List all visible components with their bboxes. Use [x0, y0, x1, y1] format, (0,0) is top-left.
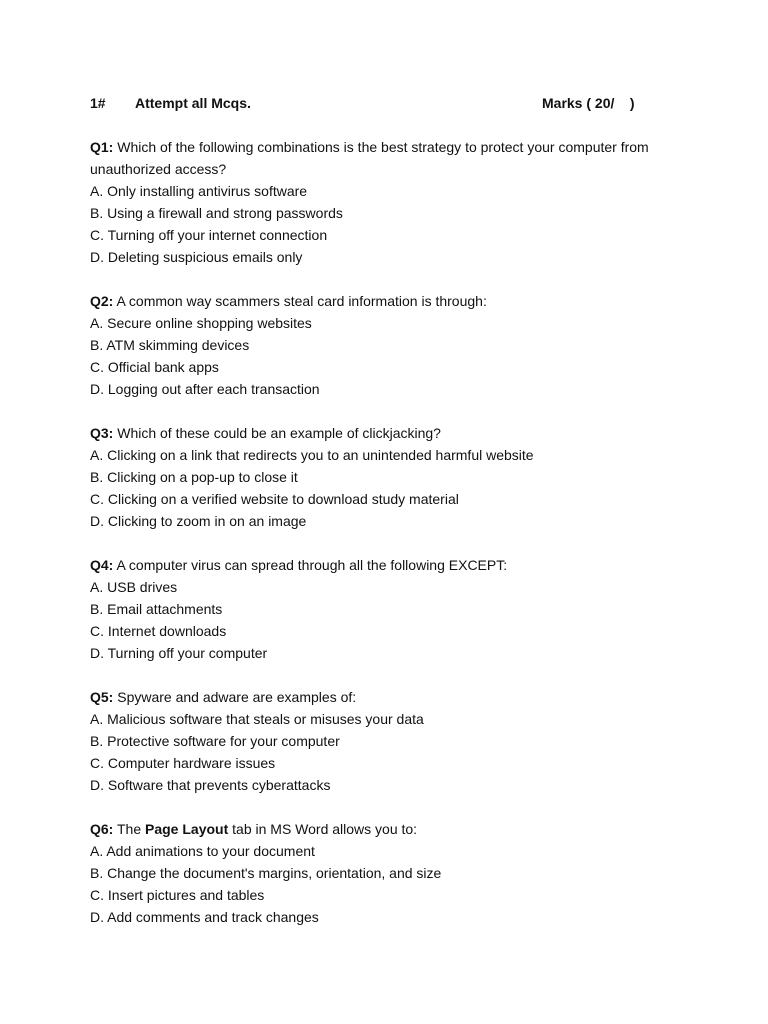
option: B. ATM skimming devices — [90, 337, 250, 353]
question-text — [90, 136, 690, 180]
option: D. Deleting suspicious emails only — [90, 249, 303, 265]
option: B. Protective software for your computer — [90, 733, 340, 749]
question-body: A common way scammers steal card information is through: — [116, 293, 487, 309]
question-label: Q3: — [90, 425, 114, 441]
question-label: Q5: — [90, 689, 114, 705]
question-label: Q6: — [90, 821, 114, 837]
question-4 — [90, 554, 690, 664]
question-body: Spyware and adware are examples of: — [117, 689, 357, 705]
option: D. Turning off your computer — [90, 645, 268, 661]
option: A. Secure online shopping websites — [90, 315, 312, 331]
option: C. Official bank apps — [90, 359, 219, 375]
option: C. Turning off your internet connection — [90, 227, 328, 243]
option: C. Computer hardware issues — [90, 755, 276, 771]
question-1 — [90, 136, 690, 268]
document-page — [90, 92, 690, 950]
question-body: Which of the following combinations is the best strategy to protect your computer from unauthorized access? — [90, 139, 649, 177]
option: D. Clicking to zoom in on an image — [90, 513, 307, 529]
option: D. Add comments and track changes — [90, 909, 319, 925]
option: B. Email attachments — [90, 601, 223, 617]
question-body: Which of these could be an example of clickjacking? — [117, 425, 441, 441]
question-body-start: The — [116, 821, 142, 837]
option: A. Only installing antivirus software — [90, 183, 308, 199]
question-3 — [90, 422, 690, 532]
option: B. Clicking on a pop-up to close it — [90, 469, 298, 485]
question-body-emphasis: Page Layout — [145, 821, 229, 837]
question-list — [90, 136, 690, 928]
question-text — [90, 554, 690, 576]
question-body: A computer virus can spread through all the following EXCEPT: — [116, 557, 508, 573]
option: D. Software that prevents cyberattacks — [90, 777, 331, 793]
question-label: Q1: — [90, 139, 114, 155]
question-label: Q2: — [90, 293, 114, 309]
question-text — [90, 686, 690, 708]
option: A. Malicious software that steals or misuses your data — [90, 711, 424, 727]
option: A. USB drives — [90, 579, 178, 595]
section-instruction: Attempt all Mcqs. — [135, 95, 251, 111]
section-number: 1# — [90, 95, 106, 111]
option: C. Clicking on a verified website to download study material — [90, 491, 459, 507]
question-5 — [90, 686, 690, 796]
option: C. Internet downloads — [90, 623, 227, 639]
option: D. Logging out after each transaction — [90, 381, 320, 397]
section-header — [90, 92, 690, 114]
question-text — [90, 818, 690, 840]
question-body-end: tab in MS Word allows you to: — [232, 821, 418, 837]
option: A. Clicking on a link that redirects you to an unintended harmful website — [90, 447, 534, 463]
question-text — [90, 422, 690, 444]
option: A. Add animations to your document — [90, 843, 315, 859]
question-6 — [90, 818, 690, 928]
question-label: Q4: — [90, 557, 114, 573]
option: B. Change the document's margins, orientation, and size — [90, 865, 442, 881]
question-text — [90, 290, 690, 312]
option: C. Insert pictures and tables — [90, 887, 265, 903]
option: B. Using a firewall and strong passwords — [90, 205, 343, 221]
question-2 — [90, 290, 690, 400]
marks-label: Marks ( 20/ ) — [542, 95, 635, 111]
